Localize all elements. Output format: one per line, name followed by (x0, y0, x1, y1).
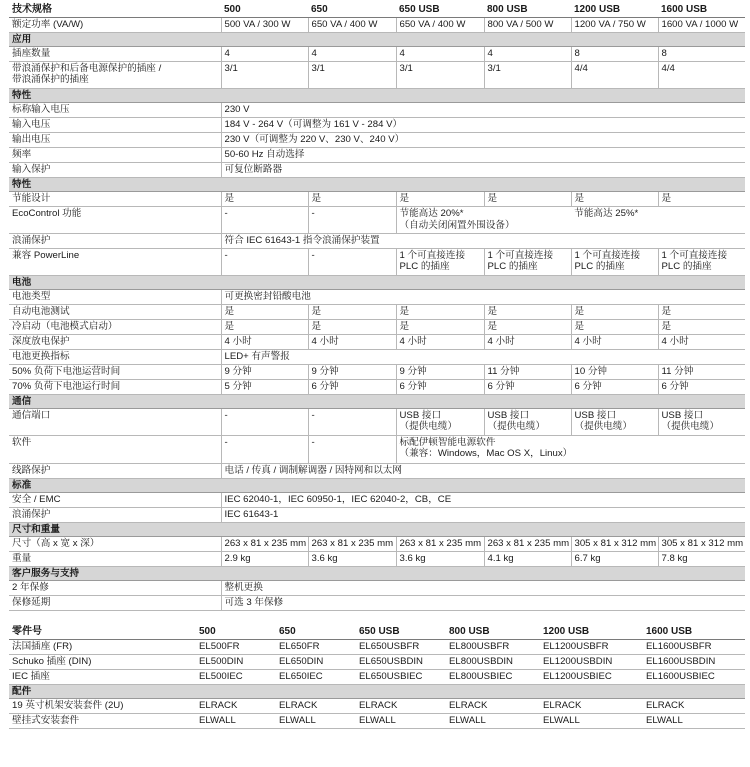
spec-table (9, 3, 745, 611)
cell: 6 分钟 (308, 379, 396, 394)
cell: - (221, 435, 308, 463)
cell: EL1600USBFR (643, 640, 745, 655)
cell: 是 (308, 304, 396, 319)
cell (571, 248, 658, 275)
cell-line: PLC 的插座 (661, 260, 712, 272)
cell: LED+ 有声警报 (221, 349, 745, 364)
cell (308, 408, 396, 435)
cell: EL650IEC (276, 670, 356, 685)
cell: 是 (571, 191, 658, 206)
section-title: 特性 (9, 88, 745, 102)
cell: 6 分钟 (658, 379, 745, 394)
cell-line: 1 个可直接连接 (574, 249, 641, 261)
cell: 2.9 kg (221, 551, 308, 566)
input-protection-row (9, 162, 745, 177)
cell: EL500IEC (196, 670, 276, 685)
cell-line: 1 个可直接连接 (661, 249, 728, 261)
cell: ELWALL (276, 714, 356, 729)
section-title: 配件 (9, 685, 745, 699)
cell: 4 小时 (308, 334, 396, 349)
part-row-din (9, 655, 745, 670)
cell: ELWALL (196, 714, 276, 729)
cell: 是 (571, 319, 658, 334)
cell-line: （提供电缆） (399, 420, 458, 432)
section-features-2 (9, 177, 745, 191)
cell: ELWALL (643, 714, 745, 729)
section-title: 通信 (9, 394, 745, 408)
cell-line: - (224, 409, 228, 421)
cell: EL1600USBDIN (643, 655, 745, 670)
accessory-row-wall (9, 714, 745, 729)
row-label: 软件 (9, 435, 221, 463)
cell: ELRACK (643, 699, 745, 714)
row-label: 输入保护 (9, 162, 221, 177)
cell: 是 (221, 304, 308, 319)
cell: 是 (221, 319, 308, 334)
cell: 3/1 (484, 61, 571, 88)
model-650: 650 (308, 3, 396, 17)
cell: EL650USBDIN (356, 655, 446, 670)
cell: EL800USBIEC (446, 670, 540, 685)
section-battery (9, 275, 745, 289)
cell: 可更换密封铅酸电池 (221, 289, 745, 304)
cell: 184 V - 264 V（可调整为 161 V - 284 V） (221, 117, 745, 132)
cell (221, 248, 308, 275)
spec-header-row (9, 3, 745, 17)
cell: 4 小时 (221, 334, 308, 349)
cell: EL500DIN (196, 655, 276, 670)
cell: 9 分钟 (396, 364, 484, 379)
model-1200usb: 1200 USB (540, 625, 643, 640)
frequency-row (9, 147, 745, 162)
cell: 650 VA / 400 W (396, 17, 484, 32)
cell: 4 (221, 46, 308, 61)
cell-line: PLC 的插座 (399, 260, 450, 272)
model-800usb: 800 USB (484, 3, 571, 17)
cell: 8 (571, 46, 658, 61)
row-label: 深度放电保护 (9, 334, 221, 349)
row-label: 保修延期 (9, 595, 221, 610)
cell: 263 x 81 x 235 mm (484, 536, 571, 551)
cell: 3/1 (308, 61, 396, 88)
cell: 是 (308, 191, 396, 206)
cell-line: 标配伊顿智能电源软件 (399, 436, 496, 448)
cell-line: - (311, 249, 315, 261)
deep-discharge-row (9, 334, 745, 349)
cell-line: USB 接口 (574, 409, 617, 421)
cell-line: （提供电缆） (487, 420, 546, 432)
ecocontrol-values (397, 207, 746, 219)
cell-line: 1 个可直接连接 (399, 249, 466, 261)
row-label: 输出电压 (9, 132, 221, 147)
cell: 3.6 kg (308, 551, 396, 566)
cell: 是 (658, 319, 745, 334)
weight-row (9, 551, 745, 566)
cell (571, 408, 658, 435)
cell: 整机更换 (221, 580, 745, 595)
warranty-row (9, 580, 745, 595)
row-label: 输入电压 (9, 117, 221, 132)
row-label: 壁挂式安装套件 (9, 714, 196, 729)
cell (658, 207, 745, 219)
cell: ELRACK (356, 699, 446, 714)
cold-start-row (9, 319, 745, 334)
accessory-row-rack (9, 699, 745, 714)
model-800usb: 800 USB (446, 625, 540, 640)
model-650: 650 (276, 625, 356, 640)
cell (658, 248, 745, 275)
cell: 4 小时 (484, 334, 571, 349)
section-title: 特性 (9, 177, 745, 191)
cell (396, 248, 484, 275)
cell: 4 (396, 46, 484, 61)
cell: ELRACK (196, 699, 276, 714)
cell: 50-60 Hz 自动选择 (221, 147, 745, 162)
cell: ELWALL (446, 714, 540, 729)
line-protection-row (9, 463, 745, 478)
ecocontrol-cell (396, 206, 745, 233)
cell (221, 408, 308, 435)
cell: 4 (484, 46, 571, 61)
cell: 是 (484, 191, 571, 206)
rated-power-row (9, 17, 745, 32)
parts-header-label: 零件号 (9, 625, 196, 640)
cell: 4.1 kg (484, 551, 571, 566)
section-title: 尺寸和重量 (9, 522, 745, 536)
section-dimensions (9, 522, 745, 536)
cell: IEC 62040-1，IEC 60950-1，IEC 62040-2，CB，CE (221, 492, 745, 507)
cell: 10 分钟 (571, 364, 658, 379)
cell: 4 (308, 46, 396, 61)
model-1600usb: 1600 USB (658, 3, 745, 17)
model-500: 500 (196, 625, 276, 640)
cell-line: USB 接口 (399, 409, 442, 421)
cell: EL1200USBIEC (540, 670, 643, 685)
section-title: 客户服务与支持 (9, 566, 745, 580)
cell: 是 (221, 191, 308, 206)
cell: 6.7 kg (571, 551, 658, 566)
cell: 3/1 (221, 61, 308, 88)
section-features (9, 88, 745, 102)
cell: 可复位断路器 (221, 162, 745, 177)
cell-line: - (311, 409, 315, 421)
cell: EL1200USBFR (540, 640, 643, 655)
cell-line: PLC 的插座 (487, 260, 538, 272)
cell-line: （提供电缆） (661, 420, 720, 432)
cell-line: 1 个可直接连接 (487, 249, 554, 261)
cell: 500 VA / 300 W (221, 17, 308, 32)
row-label: IEC 插座 (9, 670, 196, 685)
cell: 800 VA / 500 W (484, 17, 571, 32)
cell-line: - (224, 249, 228, 261)
cell: 9 分钟 (221, 364, 308, 379)
output-voltage-row (9, 132, 745, 147)
cell: 是 (484, 304, 571, 319)
row-label: 电池类型 (9, 289, 221, 304)
section-standards (9, 478, 745, 492)
ecocontrol-row (9, 206, 745, 233)
cell: 7.8 kg (658, 551, 745, 566)
section-title: 电池 (9, 275, 745, 289)
row-label: 标称输入电压 (9, 102, 221, 117)
part-row-iec (9, 670, 745, 685)
row-label: 浪涌保护 (9, 233, 221, 248)
row-label: 线路保护 (9, 463, 221, 478)
row-label: 兼容 PowerLine (9, 248, 221, 275)
row-label: 冷启动（电池模式启动） (9, 319, 221, 334)
row-label: 自动电池测试 (9, 304, 221, 319)
row-label: 节能设计 (9, 191, 221, 206)
extension-row (9, 595, 745, 610)
part-row-fr (9, 640, 745, 655)
cell: 是 (396, 319, 484, 334)
comm-port-row (9, 408, 745, 435)
section-title: 标准 (9, 478, 745, 492)
cell: ELRACK (446, 699, 540, 714)
cell: 6 分钟 (396, 379, 484, 394)
cell: 是 (658, 304, 745, 319)
cell (484, 408, 571, 435)
cell: EL1200USBDIN (540, 655, 643, 670)
surge-protection-row (9, 233, 745, 248)
replace-indicator-row (9, 349, 745, 364)
cell: 6 分钟 (484, 379, 571, 394)
cell: 电话 / 传真 / 调制解调器 / 因特网和以太网 (221, 463, 745, 478)
cell (484, 248, 571, 275)
standards-surge-row (9, 507, 745, 522)
cell: 305 x 81 x 312 mm (571, 536, 658, 551)
cell: 4 小时 (658, 334, 745, 349)
cell: - (308, 206, 396, 233)
cell: 是 (658, 191, 745, 206)
label-line: 带浪涌保护和后备电源保护的插座 / (12, 62, 162, 74)
model-650usb: 650 USB (396, 3, 484, 17)
parts-header-row (9, 625, 745, 640)
cell: 是 (571, 304, 658, 319)
parts-table (9, 625, 745, 730)
section-accessories (9, 685, 745, 699)
powerline-row (9, 248, 745, 275)
row-label: Schuko 插座 (DIN) (9, 655, 196, 670)
cell: 是 (484, 319, 571, 334)
row-label: 插座数量 (9, 46, 221, 61)
cell: 节能高达 20%* (399, 207, 464, 219)
safety-row (9, 492, 745, 507)
cell: ELWALL (356, 714, 446, 729)
section-title: 应用 (9, 32, 745, 46)
battery-type-row (9, 289, 745, 304)
cell: EL650USBIEC (356, 670, 446, 685)
row-label: EcoControl 功能 (9, 206, 221, 233)
row-label: 70% 负荷下电池运行时间 (9, 379, 221, 394)
cell: - (308, 435, 396, 463)
cell: EL650USBFR (356, 640, 446, 655)
cell: EL800USBFR (446, 640, 540, 655)
cell: 650 VA / 400 W (308, 17, 396, 32)
surge-outlets-row (9, 61, 745, 88)
model-1200usb: 1200 USB (571, 3, 658, 17)
cell: EL650FR (276, 640, 356, 655)
cell: EL800USBDIN (446, 655, 540, 670)
row-label: 法国插座 (FR) (9, 640, 196, 655)
cell: 4 小时 (571, 334, 658, 349)
runtime70-row (9, 379, 745, 394)
cell: 5 分钟 (221, 379, 308, 394)
row-label: 安全 / EMC (9, 492, 221, 507)
cell: 263 x 81 x 235 mm (221, 536, 308, 551)
cell: 305 x 81 x 312 mm (658, 536, 745, 551)
section-service (9, 566, 745, 580)
spec-sheet (9, 3, 745, 729)
cell: 可选 3 年保修 (221, 595, 745, 610)
cell: 3.6 kg (396, 551, 484, 566)
size-row (9, 536, 745, 551)
cell-line: PLC 的插座 (574, 260, 625, 272)
cell: 3/1 (396, 61, 484, 88)
cell: 8 (658, 46, 745, 61)
row-label: 50% 负荷下电池运营时间 (9, 364, 221, 379)
cell (396, 408, 484, 435)
self-test-row (9, 304, 745, 319)
outlets-row (9, 46, 745, 61)
cell: 符合 IEC 61643-1 指令浪涌保护装置 (221, 233, 745, 248)
cell: 230 V（可调整为 220 V、230 V、240 V） (221, 132, 745, 147)
cell (484, 207, 571, 219)
software-row (9, 435, 745, 463)
cell: 9 分钟 (308, 364, 396, 379)
cell: 是 (308, 319, 396, 334)
row-label: 额定功率 (VA/W) (9, 17, 221, 32)
runtime50-row (9, 364, 745, 379)
cell-line: USB 接口 (487, 409, 530, 421)
row-label: 尺寸（高 x 宽 x 深） (9, 536, 221, 551)
cell: EL500FR (196, 640, 276, 655)
cell: EL1600USBIEC (643, 670, 745, 685)
cell: 263 x 81 x 235 mm (308, 536, 396, 551)
section-communication (9, 394, 745, 408)
model-500: 500 (221, 3, 308, 17)
row-label: 频率 (9, 147, 221, 162)
cell: 是 (396, 304, 484, 319)
cell: 230 V (221, 102, 745, 117)
cell (658, 408, 745, 435)
label-line: 带浪涌保护的插座 (12, 73, 89, 85)
cell: 11 分钟 (484, 364, 571, 379)
model-650usb: 650 USB (356, 625, 446, 640)
section-application (9, 32, 745, 46)
row-label: 2 年保修 (9, 580, 221, 595)
cell: - (221, 206, 308, 233)
cell: 节能高达 25%* (574, 207, 639, 219)
row-label: 重量 (9, 551, 221, 566)
row-label: 通信端口 (9, 408, 221, 435)
cell: 4/4 (571, 61, 658, 88)
cell: ELRACK (540, 699, 643, 714)
ecocontrol-note: （自动关闭闲置外围设备） (399, 219, 515, 231)
cell: 是 (396, 191, 484, 206)
cell: 11 分钟 (658, 364, 745, 379)
row-label: 19 英寸机架安装套件 (2U) (9, 699, 196, 714)
nominal-input-row (9, 102, 745, 117)
cell: ELRACK (276, 699, 356, 714)
spec-header-label: 技术规格 (9, 3, 221, 17)
cell: 263 x 81 x 235 mm (396, 536, 484, 551)
cell: 1200 VA / 750 W (571, 17, 658, 32)
row-label (9, 61, 221, 88)
cell-line: USB 接口 (661, 409, 704, 421)
cell: IEC 61643-1 (221, 507, 745, 522)
cell-line: （提供电缆） (574, 420, 633, 432)
model-1600usb: 1600 USB (643, 625, 745, 640)
energy-saving-row (9, 191, 745, 206)
cell: 6 分钟 (571, 379, 658, 394)
input-voltage-row (9, 117, 745, 132)
cell: EL650DIN (276, 655, 356, 670)
cell (308, 248, 396, 275)
cell: 4/4 (658, 61, 745, 88)
row-label: 电池更换指标 (9, 349, 221, 364)
cell: 1600 VA / 1000 W (658, 17, 745, 32)
row-label: 浪涌保护 (9, 507, 221, 522)
cell: ELWALL (540, 714, 643, 729)
cell: 4 小时 (396, 334, 484, 349)
software-cell (396, 435, 745, 463)
cell-line: （兼容：Windows，Mac OS X，Linux） (399, 447, 573, 459)
